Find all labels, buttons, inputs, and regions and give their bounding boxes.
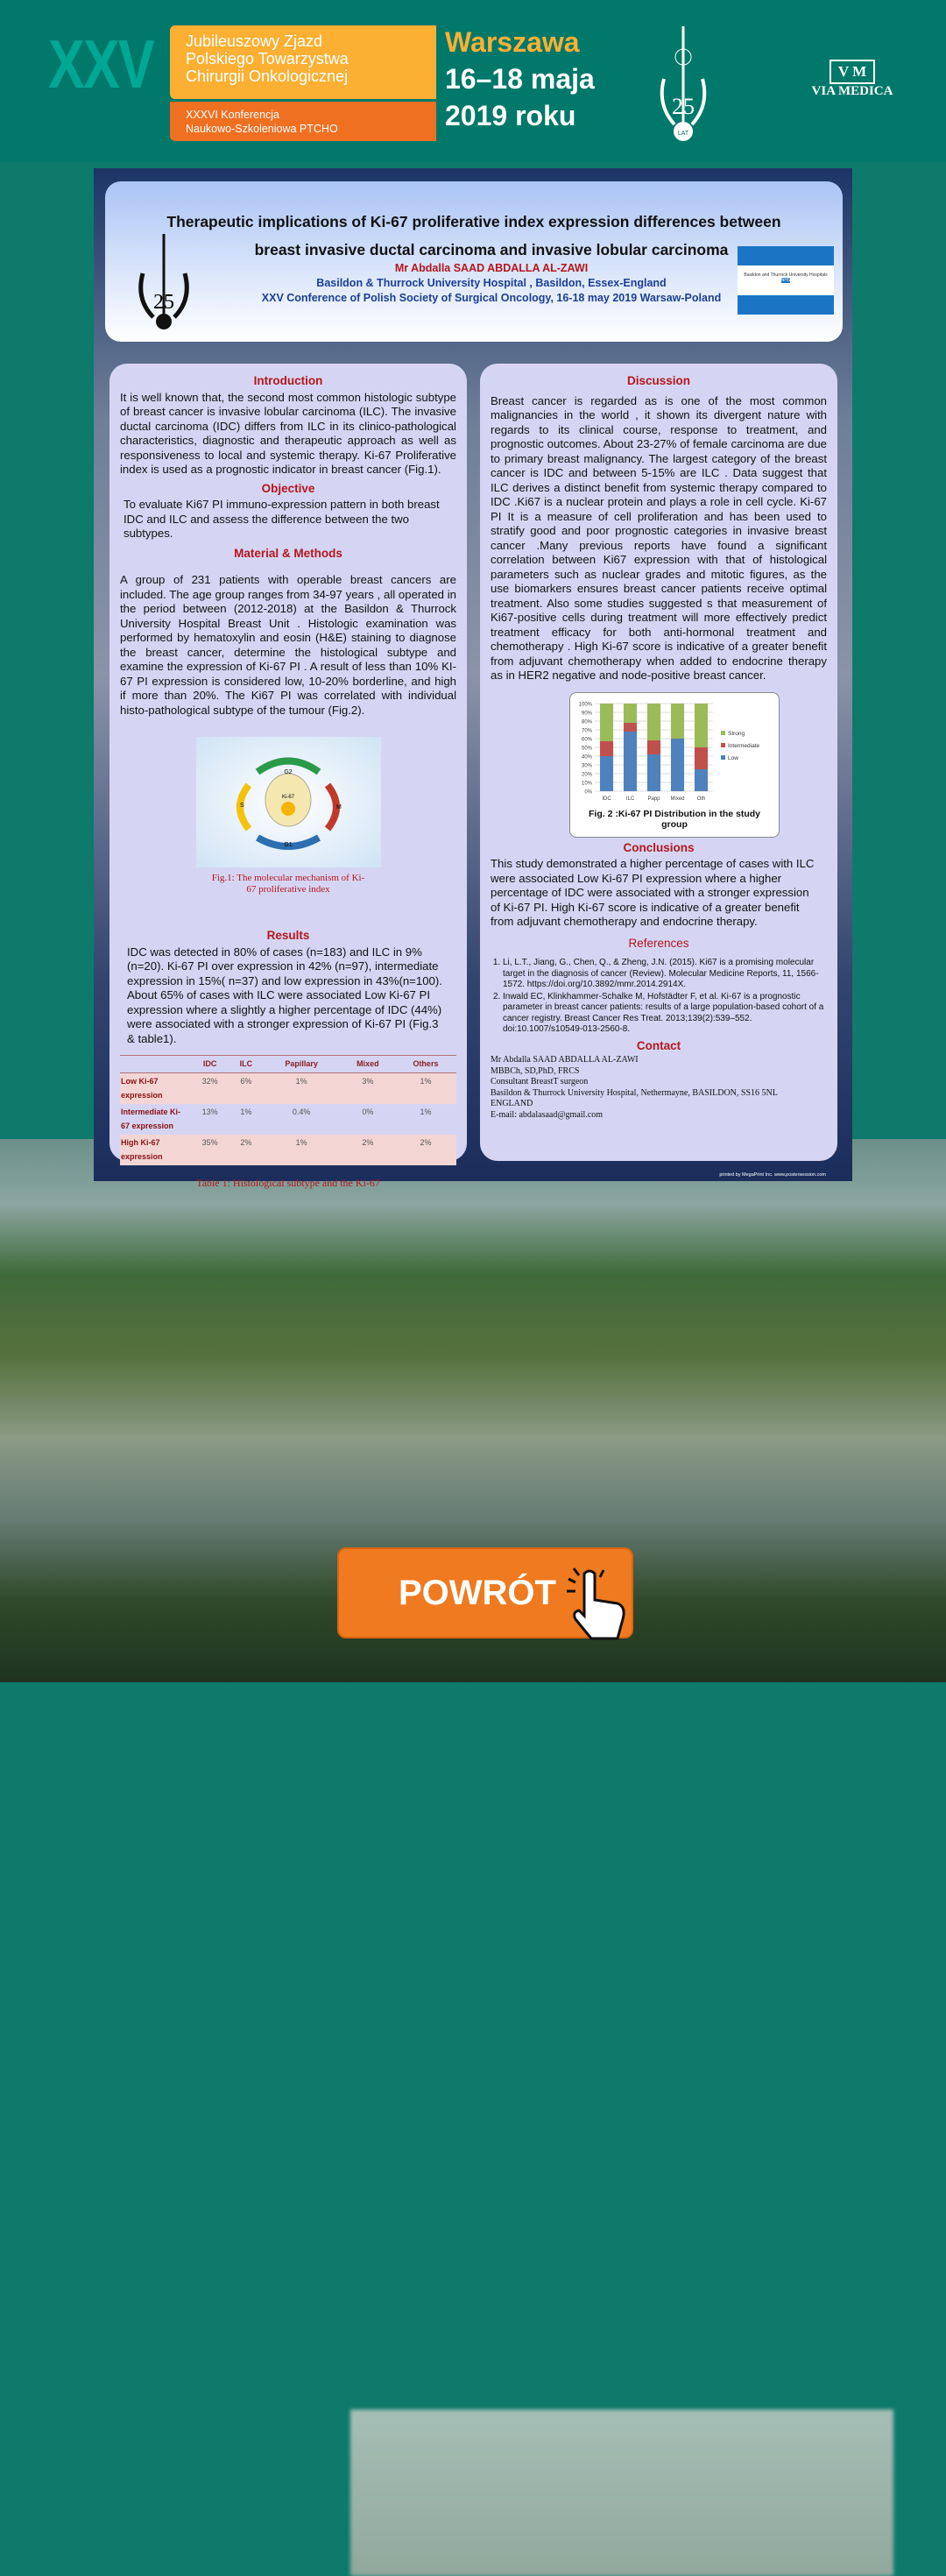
methods-text: A group of 231 patients with operable breast cancers are included. The age group ranges from 34-97 years , all operated in the period between (2012-2018) at the Basildon & Thurrock University Hospital Breast Unit . Histologic examination was performed by hematoxylin and eosin (H&E) staining to diagnose the breast cancer, determine the histological subtype and examine the expression of Ki-67 PI . A result of less than 10% KI-67 PI expression is considered low, 10-20% borderline, and high if more than 20%. The Ki67 PI was correlated with individual histo-pathological subtype of the tumour (Fig.2).	[120, 573, 456, 717]
table-cell: 32%	[201, 1076, 218, 1086]
year: 2019 roku	[445, 100, 576, 131]
results-text: IDC was detected in 80% of cases (n=183) and ILC in 9% (n=20). Ki-67 PI over expression in 42% (n=97), intermediate expression in 15%( n=37) and low expression in 43%(n=100). About 65% of cases with ILC were associated Low Ki-67 PI expression where a slightly a higher percentage of IDC (44%) were associated with a stronger expression of Ki-67 PI (Fig.3 & table1).	[127, 945, 442, 1045]
table-cell: 1%	[240, 1107, 252, 1116]
methods-heading: Material & Methods	[234, 546, 342, 560]
table-row	[120, 1072, 456, 1104]
y-tick-label: 100%	[578, 702, 592, 707]
table-cell: 13%	[201, 1107, 218, 1116]
dates: 16–18 maja	[445, 63, 595, 95]
row-label: Intermediate Ki-67 expression	[121, 1107, 181, 1130]
bar-low-ilc	[624, 732, 637, 791]
svg-text:25: 25	[153, 291, 174, 314]
bar-low-idc	[600, 756, 613, 791]
discussion-text: Breast cancer is regarded as is one of the most common malignancies in the world , it shown its divergent nature with regards to its clinical course, response to treatment, and prognostic outcomes. About 23-27% of female carcinoma are due to primary breast malignancy. The largest category of the breast cancer is IDC and between 5-15% are ILC . Data suggest that ILC derives a distinct benefit from systemic therapy compared to IDC .Ki67 is a nuclear protein and plays a role in cell cycle. Ki-67 PI It is a measure of cell proliferation and has been used to stratify good and poor prognostic categories in invasive breast cancer .Many previous reports have found a significant correlation between Ki67 expression with that of histological parameters such as nuclear grades and mitotic figures, as the use biomarkers ensures breast cancer patients receive optimal treatment. Also some studies suggested s that measurement of Ki67-positive cells during treatment will more effectively predict treatment efficacy for both anti-hormonal treatment and chemotherapy . High Ki-67 score is indicative of a greater benefit from adjuvant chemotherapy when added to endocrine therapy as in HER2 negative and node-positive breast cancer.	[491, 393, 827, 682]
y-tick-label: 60%	[581, 737, 592, 742]
jubilee-line: Jubileuszowy Zjazd	[186, 32, 323, 50]
via-medica-logo	[804, 60, 900, 99]
table-cell: 1%	[295, 1076, 307, 1086]
anniversary-emblem	[655, 26, 711, 142]
introduction-heading: Introduction	[253, 374, 323, 387]
table-header: Papillary	[262, 1056, 340, 1073]
fig1-caption: Fig.1: The molecular mechanism of Ki-67 proliferative index	[211, 873, 365, 895]
table-header: IDC	[190, 1056, 229, 1073]
bar-strong-oth	[695, 704, 708, 747]
poster-title-2: breast invasive ductal carcinoma and invasive lobular carcinoma	[254, 241, 729, 258]
svg-text:LAT: LAT	[677, 131, 689, 137]
conference-header	[0, 0, 946, 162]
bar-low-mixed	[671, 739, 684, 791]
y-tick-label: 50%	[581, 746, 592, 751]
bar-intermediate-papp	[647, 740, 660, 754]
m-label: M	[335, 804, 342, 810]
legend-label: Intermediate	[728, 742, 760, 749]
affiliation: Basildon & Thurrock University Hospital , Basildon, Essex-England	[316, 277, 667, 289]
bar-intermediate-idc	[600, 741, 613, 756]
publisher-name: VIA MEDICA	[811, 84, 893, 98]
conference-box	[170, 102, 436, 141]
bar-intermediate-oth	[695, 747, 708, 769]
bar-strong-idc	[600, 704, 613, 741]
contact-heading: Contact	[636, 1038, 681, 1052]
legend-swatch	[721, 755, 725, 760]
table-cell: 1%	[420, 1107, 432, 1116]
table-header	[120, 1056, 190, 1073]
x-tick-label: Papp	[647, 796, 660, 802]
table-header: Others	[395, 1056, 456, 1073]
ptcho-emblem	[136, 234, 192, 330]
y-tick-label: 40%	[581, 754, 592, 760]
fig1-cell-cycle-diagram	[196, 737, 381, 867]
bar-low-papp	[647, 754, 660, 791]
legend-label: Low	[728, 754, 738, 761]
legend-swatch	[721, 731, 725, 735]
table-cell: 1%	[295, 1137, 307, 1147]
x-tick-label: Oth	[696, 796, 706, 802]
bar-strong-papp	[647, 704, 660, 740]
discussion-heading: Discussion	[626, 374, 691, 387]
legend-swatch	[721, 743, 725, 747]
conclusions-text: This study demonstrated a higher percentage of cases with ILC were associated Low Ki-67 PI expression where a higher percentage of IDC were associated with a stronger expression of Ki-67 PI. High Ki-67 score is indicative of a greater benefit from adjuvant chemotherapy and endocrine therapy.	[491, 857, 815, 928]
poster-title: Therapeutic implications of Ki-67 proliferative index expression differences between	[166, 213, 781, 230]
palace-image	[350, 2410, 893, 2576]
x-tick-label: Mixed	[670, 796, 685, 802]
contact-line: Mr Abdalla SAAD ABDALLA AL-ZAWI	[491, 1055, 639, 1065]
svg-text:25: 25	[672, 94, 695, 119]
table-cell: 0%	[362, 1107, 374, 1116]
table-header: Mixed	[341, 1056, 395, 1073]
right-column	[480, 364, 837, 1161]
conclusions-heading: Conclusions	[623, 840, 695, 854]
poster-title-box	[105, 181, 843, 342]
printer-credit: printed by MegaPrint Inc. www.postersession.com	[719, 1172, 826, 1178]
objective-heading: Objective	[261, 481, 315, 495]
y-tick-label: 0%	[584, 789, 592, 795]
table-cell: 2%	[362, 1137, 374, 1147]
table-cell: 0.4%	[292, 1107, 311, 1116]
y-tick-label: 80%	[581, 719, 592, 725]
contact-line: Consultant BreastT surgeon	[491, 1077, 589, 1086]
x-tick-label: IDC	[602, 796, 611, 802]
y-tick-label: 20%	[581, 772, 592, 777]
references-list	[491, 958, 827, 1036]
reference-item: 2. Inwald EC, Klinkhammer-Schalke M, Hofstädter F, et al. Ki-67 is a prognostic parameter in breast cancer patients: results of a large population-based cohort of a cancer registry. Breast Cancer Res Treat. 2013;139(2):539–552. doi:10.1007/s10549-013-2560-8.	[503, 992, 827, 1036]
row-label: High Ki-67 expression	[121, 1137, 163, 1161]
x-tick-label: ILC	[625, 796, 635, 802]
results-heading: Results	[266, 929, 310, 942]
back-button[interactable]	[337, 1547, 633, 1638]
y-tick-label: 90%	[581, 711, 592, 716]
conference-line: Naukowo-Szkoleniowa PTCHO	[186, 123, 338, 135]
bar-strong-mixed	[671, 704, 684, 739]
back-button-label: POWRÓT	[399, 1573, 556, 1612]
hospital-logo-text: Basildon and Thurrock University Hospitals	[744, 272, 828, 278]
y-tick-label: 30%	[581, 763, 592, 768]
left-column	[109, 364, 467, 1189]
author: Mr Abdalla SAAD ABDALLA AL-ZAWI	[394, 262, 589, 274]
s-label: S	[239, 803, 244, 809]
table-caption: Table 1: Histological subtype and the Ki-67	[196, 1176, 380, 1189]
contact-line: MBBCh, SD,PhD, FRCS	[491, 1065, 580, 1076]
legend-label: Strong	[728, 730, 745, 737]
table-cell: 2%	[240, 1137, 252, 1147]
table-cell: 3%	[362, 1076, 374, 1086]
vm-mark: V M	[830, 60, 875, 84]
contact-line: Basildon & Thurrock University Hospital, Nethermayne, BASILDON, SS16 5NL	[491, 1087, 778, 1098]
fig2-caption: Fig. 2 :Ki-67 PI Distribution in the study group	[588, 809, 760, 830]
hospital-logo	[738, 246, 834, 315]
introduction-text: It is well known that, the second most common histologic subtype of breast cancer is invasive lobular carcinoma (ILC). The invasive ductal carcinoma (IDC) differs from ILC in its clinico-pathological characteristics, diagnostic and therapeutic approach as well as responsiveness to local and systemic therapy. Ki-67 Proliferative index is used as a prognostic indicator in breast cancer (Fig.1).	[120, 390, 456, 476]
bar-strong-ilc	[624, 704, 637, 723]
references-heading: References	[628, 936, 689, 950]
xxv-logo: XXV	[48, 25, 154, 103]
table-row	[120, 1135, 456, 1165]
g1-label: G1	[283, 842, 293, 848]
table-cell: 6%	[240, 1076, 252, 1086]
g2-label: G2	[283, 769, 293, 775]
conference-line: XXV Conference of Polish Society of Surgical Oncology, 16-18 may 2019 Warsaw-Poland	[261, 292, 722, 304]
row-label: Low Ki-67 expression	[121, 1076, 163, 1100]
bar-low-oth	[695, 769, 708, 791]
objective-text: To evaluate Ki67 PI immuno-expression pattern in both breast IDC and ILC and assess the difference between the two subtypes.	[124, 498, 440, 540]
city: Warszawa	[445, 26, 580, 58]
contact-block	[491, 1055, 827, 1121]
jubilee-line: Chirurgii Onkologicznej	[186, 67, 349, 85]
table-row	[120, 1104, 456, 1135]
reference-item: 1. Li, L.T., Jiang, G., Chen, Q., & Zheng, J.N. (2015). Ki67 is a promising molecular target in the diagnosis of cancer (Review). Molecular Medicine Reports, 11, 1566-1572. https://doi.org/10.3892/mmr.2014.2914X.	[503, 958, 827, 991]
conference-line: XXXVI Konferencja	[186, 109, 280, 121]
ki67-label: Ki-67	[281, 795, 294, 800]
jubilee-box	[170, 25, 436, 99]
bar-intermediate-ilc	[624, 723, 637, 732]
table-cell: 35%	[201, 1137, 218, 1147]
contact-line: ENGLAND	[491, 1099, 533, 1108]
pointing-hand-icon	[565, 1567, 635, 1645]
poster	[94, 168, 852, 1189]
y-tick-label: 70%	[581, 728, 592, 733]
table-cell: 2%	[420, 1137, 432, 1147]
table-cell: 1%	[420, 1076, 432, 1086]
fig2-chart	[569, 692, 780, 838]
y-tick-label: 10%	[581, 781, 592, 786]
ki67-table	[120, 1055, 456, 1165]
contact-email: E-mail: abdalasaad@gmail.com	[491, 1109, 604, 1120]
jubilee-line: Polskiego Towarzystwa	[186, 50, 349, 67]
table-header: ILC	[229, 1056, 262, 1073]
nhs-logo: NHS	[780, 278, 791, 283]
